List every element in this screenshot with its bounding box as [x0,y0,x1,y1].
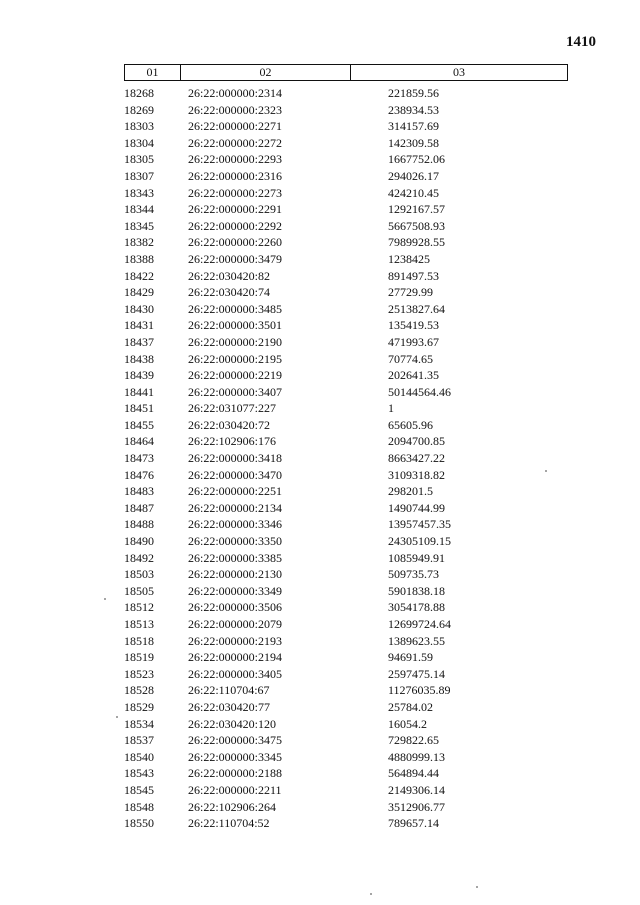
cell-02: 26:22:000000:2272 [188,135,283,150]
cell-02: 26:22:000000:3479 [188,251,283,266]
table-row [124,782,568,799]
table-row [124,417,568,434]
cell-01: 18473 [124,451,154,466]
cell-02: 26:22:000000:3501 [188,318,283,333]
cell-02: 26:22:000000:3506 [188,600,283,615]
table-row [124,317,568,334]
cell-01: 18422 [124,268,154,283]
cell-02: 26:22:000000:2271 [188,119,283,134]
cell-03: 238934.53 [388,102,439,117]
table-row [124,649,568,666]
cell-03: 2094700.85 [388,434,445,449]
cell-02: 26:22:030420:82 [188,268,271,283]
cell-01: 18451 [124,401,154,416]
cell-02: 26:22:000000:2323 [188,102,283,117]
table-row [124,218,568,235]
cell-01: 18529 [124,699,154,714]
cell-02: 26:22:000000:2188 [188,766,283,781]
cell-01: 18534 [124,716,154,731]
column-header-02: 02 [181,65,351,80]
cell-02: 26:22:000000:3350 [188,534,283,549]
cell-03: 564894.44 [388,766,439,781]
cell-02: 26:22:000000:2292 [188,218,283,233]
cell-03: 12699724.64 [388,617,451,631]
cell-02: 26:22:000000:2260 [188,235,283,250]
cell-01: 18483 [124,484,154,499]
cell-02: 26:22:000000:2273 [188,185,283,200]
cell-03: 24305109.15 [388,534,451,549]
table-row [124,450,568,467]
cell-03: 1667752.06 [388,152,445,167]
cell-03: 11276035.89 [388,683,451,698]
table-row [124,716,568,733]
cell-01: 18545 [124,782,154,797]
table-row [124,516,568,533]
cell-03: 294026.17 [388,168,439,183]
cell-01: 18455 [124,417,154,432]
page-number: 1410 [566,34,596,50]
cell-01: 18304 [124,135,154,150]
table-row [124,85,568,102]
cell-03: 16054.2 [388,716,427,731]
table-row [124,699,568,716]
cell-03: 424210.45 [388,185,439,200]
cell-03: 1238425 [388,251,430,266]
table-row [124,433,568,450]
cell-03: 1 [388,401,394,416]
cell-03: 3512906.77 [388,799,445,814]
cell-02: 26:22:000000:2316 [188,168,283,183]
scan-speck [104,598,106,600]
cell-01: 18268 [124,86,154,100]
cell-02: 26:22:000000:2219 [188,368,283,383]
cell-02: 26:22:000000:2211 [188,782,282,797]
cell-03: 298201.5 [388,484,433,499]
table-row [124,749,568,766]
cell-03: 789657.14 [388,816,439,831]
cell-01: 18490 [124,534,154,549]
table-row [124,284,568,301]
table-row [124,234,568,251]
cell-02: 26:22:000000:2291 [188,202,283,217]
cell-01: 18307 [124,168,154,183]
cell-01: 18429 [124,285,154,300]
cell-02: 26:22:030420:74 [188,285,271,300]
cell-03: 13957457.35 [388,517,451,532]
cell-02: 26:22:000000:2130 [188,567,283,582]
table-row [124,583,568,600]
cell-02: 26:22:030420:120 [188,716,277,731]
cell-01: 18518 [124,633,154,648]
cell-03: 94691.59 [388,650,433,665]
cell-01: 18476 [124,467,154,482]
cell-01: 18437 [124,334,154,349]
cell-01: 18439 [124,368,154,383]
table-row [124,384,568,401]
table-row [124,765,568,782]
table-row [124,483,568,500]
cell-01: 18303 [124,119,154,134]
cell-02: 26:22:000000:2195 [188,351,283,366]
table-row [124,666,568,683]
column-header-01: 01 [125,65,181,80]
cell-03: 3109318.82 [388,467,445,482]
cell-01: 18492 [124,550,154,565]
cell-03: 1490744.99 [388,500,445,515]
table-row [124,799,568,816]
cell-02: 26:22:000000:3475 [188,733,283,748]
cell-02: 26:22:030420:72 [188,417,271,432]
cell-03: 50144564.46 [388,384,451,399]
cell-02: 26:22:000000:3349 [188,583,283,598]
cell-03: 25784.02 [388,699,433,714]
cell-02: 26:22:000000:3470 [188,467,283,482]
cell-03: 7989928.55 [388,235,445,250]
table-row [124,500,568,517]
table-row [124,351,568,368]
cell-03: 2149306.14 [388,782,445,797]
cell-03: 5667508.93 [388,218,445,233]
table-row [124,268,568,285]
cell-02: 26:22:102906:264 [188,799,277,814]
cell-03: 70774.65 [388,351,433,366]
table-row [124,334,568,351]
cell-03: 135419.53 [388,318,439,333]
cell-01: 18430 [124,301,154,316]
cell-01: 18537 [124,733,154,748]
table-row [124,201,568,218]
cell-02: 26:22:000000:3346 [188,517,283,532]
cell-01: 18487 [124,500,154,515]
table-row [124,682,568,699]
cell-02: 26:22:000000:3407 [188,384,283,399]
table-row [124,251,568,268]
cell-01: 18512 [124,600,154,615]
cell-03: 1389623.55 [388,633,445,648]
cell-01: 18503 [124,567,154,582]
cell-03: 4880999.13 [388,749,445,764]
cell-03: 202641.35 [388,368,439,383]
cell-01: 18343 [124,185,154,200]
table-row [124,102,568,119]
cell-01: 18488 [124,517,154,532]
table-row [124,599,568,616]
cell-02: 26:22:000000:2134 [188,500,283,515]
table-row [124,533,568,550]
data-table [124,64,568,832]
column-header-03: 03 [453,65,465,79]
scan-speck [476,886,478,888]
cell-02: 26:22:110704:67 [188,683,270,698]
cell-03: 314157.69 [388,119,439,134]
table-row [124,135,568,152]
cell-01: 18528 [124,683,154,698]
table-row [124,633,568,650]
cell-01: 18505 [124,583,154,598]
cell-01: 18540 [124,749,154,764]
cell-01: 18431 [124,318,154,333]
cell-02: 26:22:000000:3405 [188,666,283,681]
cell-02: 26:22:000000:2251 [188,484,283,499]
table-row [124,367,568,384]
cell-03: 221859.56 [388,86,439,100]
cell-03: 27729.99 [388,285,433,300]
cell-02: 26:22:000000:2293 [188,152,283,167]
cell-01: 18388 [124,251,154,266]
scan-speck [116,716,118,718]
cell-03: 65605.96 [388,417,433,432]
cell-02: 26:22:000000:3485 [188,301,283,316]
cell-01: 18269 [124,102,154,117]
cell-03: 1085949.91 [388,550,445,565]
cell-03: 3054178.88 [388,600,445,615]
table-row [124,301,568,318]
cell-02: 26:22:031077:227 [188,401,277,416]
table-row [124,815,568,832]
cell-01: 18543 [124,766,154,781]
scan-speck [370,893,372,895]
cell-02: 26:22:110704:52 [188,816,270,831]
cell-03: 5901838.18 [388,583,445,598]
cell-03: 2513827.64 [388,301,445,316]
cell-02: 26:22:030420:77 [188,699,271,714]
cell-01: 18441 [124,384,154,399]
cell-02: 26:22:000000:2079 [188,617,283,631]
cell-02: 26:22:000000:2193 [188,633,283,648]
table-row [124,168,568,185]
table-row [124,400,568,417]
cell-01: 18344 [124,202,154,217]
table-row [124,185,568,202]
cell-02: 26:22:000000:3345 [188,749,283,764]
cell-03: 8663427.22 [388,451,445,466]
cell-01: 18382 [124,235,154,250]
table-body [124,85,568,832]
cell-01: 18550 [124,816,154,831]
cell-02: 26:22:000000:2190 [188,334,283,349]
table-row [124,118,568,135]
table-row [124,566,568,583]
cell-02: 26:22:000000:3418 [188,451,283,466]
cell-02: 26:22:000000:3385 [188,550,283,565]
cell-03: 891497.53 [388,268,439,283]
table-row [124,467,568,484]
cell-03: 1292167.57 [388,202,445,217]
cell-01: 18438 [124,351,154,366]
cell-01: 18513 [124,617,154,631]
cell-02: 26:22:102906:176 [188,434,277,449]
cell-01: 18305 [124,152,154,167]
cell-03: 729822.65 [388,733,439,748]
cell-01: 18464 [124,434,154,449]
cell-01: 18345 [124,218,154,233]
table-row [124,151,568,168]
cell-01: 18548 [124,799,154,814]
table-row [124,732,568,749]
table-header [124,64,568,81]
scan-speck [545,470,547,472]
table-row [124,550,568,567]
cell-03: 509735.73 [388,567,439,582]
cell-03: 2597475.14 [388,666,445,681]
cell-01: 18523 [124,666,154,681]
cell-01: 18519 [124,650,154,665]
cell-03: 471993.67 [388,334,439,349]
table-row [124,616,568,633]
cell-03: 142309.58 [388,135,439,150]
cell-02: 26:22:000000:2194 [188,650,283,665]
cell-02: 26:22:000000:2314 [188,86,283,100]
